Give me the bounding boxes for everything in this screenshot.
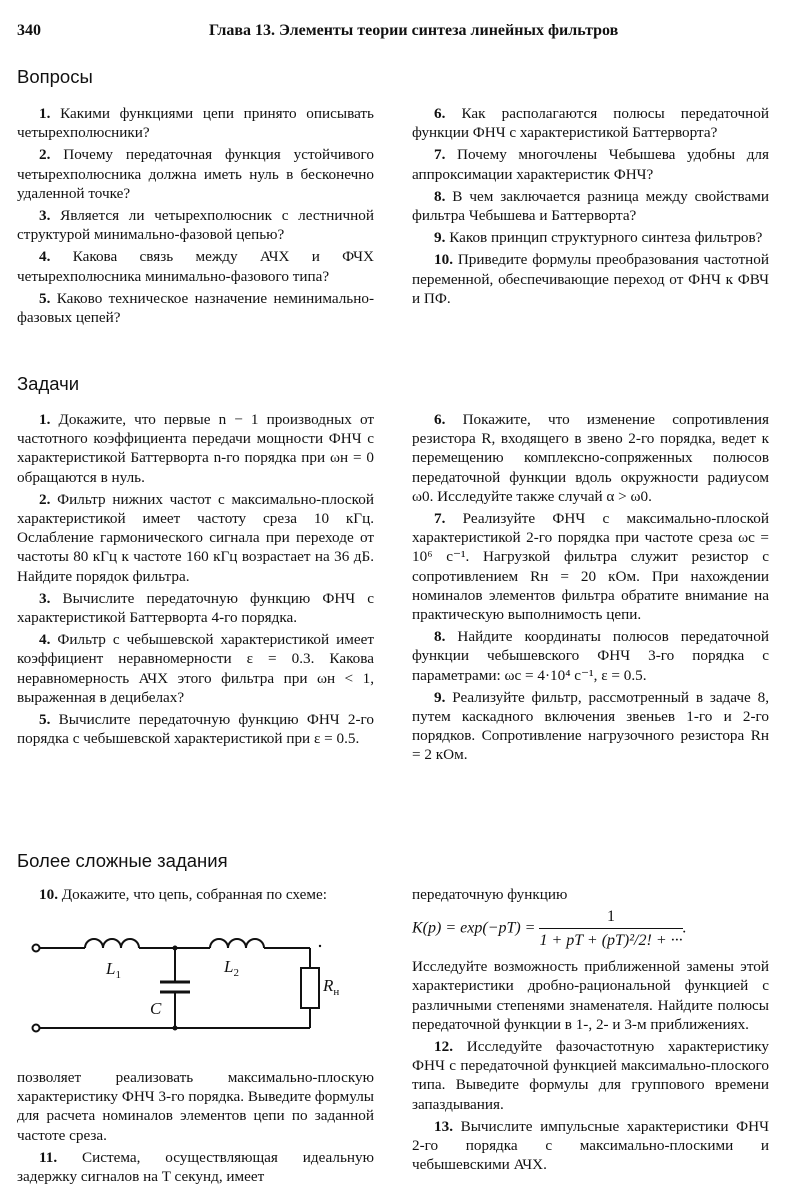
problem-10: 10. Докажите, что цепь, собранная по схеме: [39,886,327,903]
input-terminal-top [33,945,40,952]
problem-10-continuation: позволяет реализовать максимально-плоскую характеристику ФНЧ 3-го порядка. Выведите формулы для расчета номиналов элементов цепи по заданной частоте среза. [17,1069,374,1144]
question-2: 2. Почему передаточная функция устойчивого четырехполюсника должна иметь нуль в бесконечно удаленной точке? [17,146,374,202]
problem-11: 11. Система, осуществляющая идеальную задержку сигналов на T секунд, имеет [17,1148,374,1186]
problem-3: 3. Вычислите передаточную функцию ФНЧ с характеристикой Баттерворта 4-го порядка. [17,589,375,627]
problem-11-text: Исследуйте возможность приближенной замены этой характеристики дробно-рациональной функцией с различными степенями знаменателя. Найдите полюсы передаточной функции в 1-, 2- и 3-м приближениях. [412,958,769,1033]
transfer-function-formula: K(p) = exp(−pT) = $\frac{1}{\text{1 + pT + (pT)²/2! + ···}}$ . [412,908,687,950]
chapter-title: Глава 13. Элементы теории синтеза линейных фильтров [209,22,619,39]
circuit-diagram [30,928,360,1048]
junction-dot [173,1026,178,1031]
inductor-l1-symbol [85,939,139,948]
problems-heading: Задачи [17,373,80,394]
problem-8: 8. Найдите координаты полюсов передаточной функции чебышевского ФНЧ 3-го порядка с параметрами: ωc = 4·10⁴ с⁻¹, ε = 0.5. [412,628,770,684]
load-resistor-symbol [301,968,319,1008]
label-l2: $L_2$ [224,957,239,979]
problem-4: 4. Фильтр с чебышевской характеристикой имеет коэффициент неравномерности ε = 0.3. Какова неравномерность АЧХ этого фильтра при ωн < 1, выраженная в децибелах? [17,631,375,706]
problem-1: 1. Докажите, что первые n − 1 производных от частотного коэффициента передачи мощности ФНЧ с характеристикой Баттерворта n-го порядка при ωн = 0 обращаются в нуль. [17,411,374,486]
input-terminal-bottom [33,1025,40,1032]
problem-5: 5. Вычислите передаточную функцию ФНЧ 2-го порядка с чебышевской характеристикой при ε = 0.5. [17,711,374,748]
running-header [17,22,783,44]
label-rn: $R_н$ [323,976,340,998]
problem-6: 6. Покажите, что изменение сопротивления резистора R, входящего в звено 2-го порядка, ведет к перемещению комплексно-сопряженных полюсов передаточной функции вдоль окружности радиусом ω0. Исследуйте также случай α > ω0. [412,411,769,505]
question-4: 4. Какова связь между АЧХ и ФЧХ четырехполюсника минимально-фазового типа? [17,248,374,285]
label-c: C [150,999,162,1018]
question-9: 9. Каков принцип структурного синтеза фильтров? [434,229,763,247]
question-8: 8. В чем заключается разница между свойствами фильтра Чебышева и Баттерворта? [412,187,769,225]
problems-left-column [17,410,374,751]
problem-13: 13. Вычислите импульсные характеристики ФНЧ 2-го порядка с максимально-плоскими и чебышевскими АЧХ. [412,1117,769,1174]
problem-7: 7. Реализуйте ФНЧ с максимально-плоской характеристикой 2-го порядка при частоте среза ωc = 10⁶ с⁻¹. Нагрузкой фильтра служит резистор с сопротивлением Rн = 20 кОм. При нахождении номиналов элементов фильтра обратите внимание на практическую выполнимость цепи. [412,510,769,624]
junction-dot [173,946,178,951]
questions-left-column [17,104,374,330]
formula-fraction: $\frac{1}{\text{1 + pT + (pT)²/2! + ···}}$ [539,908,683,950]
question-10: 10. Приведите формулы преобразования частотной переменной, обеспечивающие переход от ФНЧ к ФВЧ и ПФ. [412,251,769,307]
question-7: 7. Почему многочлены Чебышева удобны для аппроксимации характеристик ФНЧ? [412,146,769,183]
problems-right-column [412,410,769,768]
question-6: 6. Как располагаются полюсы передаточной функции ФНЧ с характеристикой Баттерворта? [412,105,769,142]
advanced-right-column [412,885,769,1177]
question-3: 3. Является ли четырехполюсник с лестничной структурой минимально-фазовой цепью? [17,207,375,244]
advanced-left-top [17,885,374,907]
advanced-heading: Более сложные задания [17,850,228,871]
question-5: 5. Каково техническое назначение неминимально-фазовых цепей? [17,289,375,327]
problem-12: 12. Исследуйте фазочастотную характеристику ФНЧ с передаточной функцией максимально-плоского типа. Выведите формулы для группового времени запаздывания. [412,1038,769,1113]
question-1: 1. Какими функциями цепи принято описывать четырехполюсники? [17,105,374,142]
page-number: 340 [17,22,41,39]
advanced-left-bottom [17,1068,374,1189]
inductor-l2-symbol [210,939,264,948]
problem-9: 9. Реализуйте фильтр, рассмотренный в задаче 8, путем каскадного включения звеньев 1-го и 2-го порядков. Сопротивление нагрузочного резистора Rн = 2 кОм. [412,688,770,764]
problem-11-continuation: передаточную функцию [412,886,568,903]
problem-2: 2. Фильтр нижних частот с максимально-плоской характеристикой имеет частоту среза 10 кГц. Ослабление гармонического сигнала при переходе от частоты 80 кГц к частоте 160 кГц возрастает на 36 дБ. Найдите порядок фильтра. [17,490,374,585]
questions-right-column [412,104,769,311]
label-l1: $L_1$ [106,959,121,981]
questions-heading: Вопросы [17,66,93,87]
